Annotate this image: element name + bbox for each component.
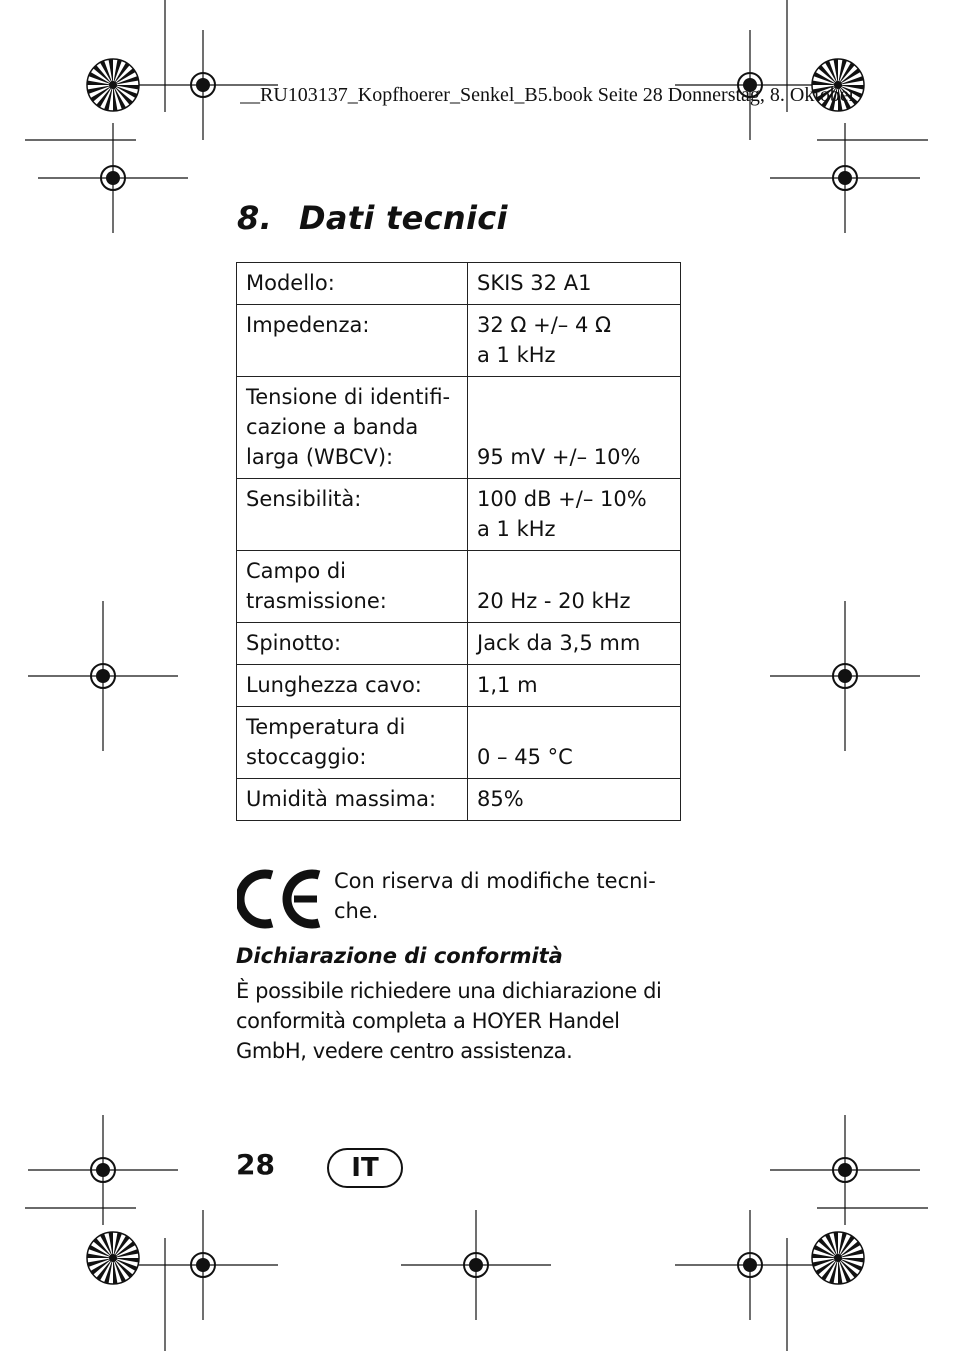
registration-target-icon <box>28 601 178 751</box>
spec-value: 32 Ω +/– 4 Ω a 1 kHz <box>468 305 681 377</box>
page-number: 28 <box>236 1148 275 1181</box>
print-slug-header: __RU103137_Kopfhoerer_Senkel_B5.book Seite 28 Donnerstag, 8. Oktober <box>240 84 856 106</box>
spec-row <box>237 665 681 707</box>
color-wheel-icon <box>87 1232 139 1284</box>
spec-value: SKIS 32 A1 <box>468 263 681 305</box>
spec-label: Impedenza: <box>237 305 468 377</box>
spec-label: Campo di trasmissione: <box>237 551 468 623</box>
registration-target-icon <box>128 1210 278 1320</box>
spec-label: Spinotto: <box>237 623 468 665</box>
spec-row <box>237 707 681 779</box>
spec-label: Umidità massima: <box>237 779 468 821</box>
spec-value: 1,1 m <box>468 665 681 707</box>
spec-row <box>237 551 681 623</box>
spec-value: 20 Hz - 20 kHz <box>468 551 681 623</box>
section-heading <box>237 199 508 237</box>
language-badge: IT <box>327 1148 403 1188</box>
spec-row <box>237 479 681 551</box>
modification-notice-text: Con riserva di modifiche tecni- che. <box>334 869 656 923</box>
spec-row <box>237 623 681 665</box>
spec-row <box>237 305 681 377</box>
spec-value: 95 mV +/– 10% <box>468 377 681 479</box>
spec-value: 0 – 45 °C <box>468 707 681 779</box>
section-number: 8. <box>237 199 273 237</box>
ce-mark-icon <box>237 868 323 930</box>
section-title: Dati tecnici <box>299 199 508 237</box>
spec-label: Lunghezza cavo: <box>237 665 468 707</box>
spec-label: Tensione di identifi- cazione a banda larga (WBCV): <box>237 377 468 479</box>
registration-target-icon <box>675 1210 825 1320</box>
technical-data-table <box>236 262 681 821</box>
color-wheel-icon <box>812 1232 864 1284</box>
registration-target-icon <box>401 1210 551 1320</box>
spec-value: Jack da 3,5 mm <box>468 623 681 665</box>
registration-target-icon <box>770 601 920 751</box>
spec-label: Temperatura di stoccaggio: <box>237 707 468 779</box>
modification-notice <box>334 866 684 926</box>
spec-value: 100 dB +/– 10% a 1 kHz <box>468 479 681 551</box>
declaration-text: È possibile richiedere una dichiarazione di conformità completa a HOYER Handel GmbH, vedere centro assistenza. <box>236 979 662 1063</box>
spec-label: Sensibilità: <box>237 479 468 551</box>
spec-row <box>237 263 681 305</box>
spec-value: 85% <box>468 779 681 821</box>
declaration-heading: Dichiarazione di conformità <box>236 944 563 968</box>
spec-row <box>237 779 681 821</box>
spec-label: Modello: <box>237 263 468 305</box>
color-wheel-icon <box>87 59 139 111</box>
spec-row <box>237 377 681 479</box>
